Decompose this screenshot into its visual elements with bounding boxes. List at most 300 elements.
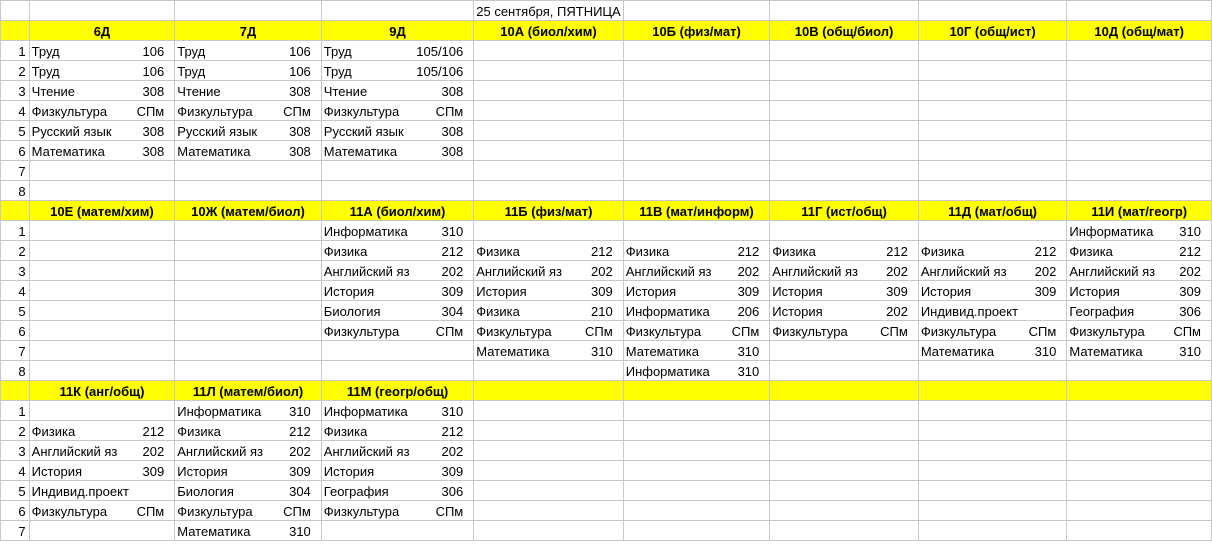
empty-cell[interactable] <box>623 1 770 21</box>
lesson-cell[interactable] <box>321 101 473 121</box>
empty-cell[interactable] <box>175 221 322 241</box>
empty-cell[interactable] <box>321 361 473 381</box>
lesson-cell[interactable] <box>321 121 473 141</box>
sheet-title-cell[interactable]: 25 сентября, ПЯТНИЦА <box>474 1 623 21</box>
empty-cell[interactable] <box>918 401 1067 421</box>
empty-cell[interactable] <box>918 461 1067 481</box>
lesson-cell[interactable] <box>1067 341 1212 361</box>
empty-cell[interactable] <box>918 61 1067 81</box>
empty-cell[interactable] <box>474 141 623 161</box>
empty-cell[interactable] <box>918 521 1067 541</box>
empty-cell[interactable] <box>29 341 175 361</box>
class-header-cell[interactable]: 11Л (матем/биол) <box>175 381 322 401</box>
empty-cell[interactable] <box>623 501 770 521</box>
lesson-subject: История <box>772 304 823 319</box>
empty-cell[interactable] <box>770 101 919 121</box>
lesson-entry <box>324 263 471 280</box>
lesson-entry <box>476 243 620 260</box>
lesson-cell[interactable] <box>623 281 770 301</box>
lesson-cell[interactable] <box>29 101 175 121</box>
empty-cell[interactable] <box>474 521 623 541</box>
empty-cell[interactable] <box>1067 141 1212 161</box>
lesson-cell[interactable] <box>29 441 175 461</box>
empty-cell[interactable] <box>770 81 919 101</box>
lesson-entry <box>177 523 319 540</box>
empty-cell[interactable] <box>1067 521 1212 541</box>
class-header-cell[interactable] <box>770 381 919 401</box>
class-header-cell[interactable]: 10Е (матем/хим) <box>29 201 175 221</box>
empty-cell[interactable] <box>474 121 623 141</box>
lesson-cell[interactable] <box>474 341 623 361</box>
lesson-number-cell[interactable]: 2 <box>1 241 30 261</box>
lesson-cell[interactable] <box>321 501 473 521</box>
empty-cell[interactable] <box>175 181 322 201</box>
lesson-entry <box>476 343 620 360</box>
empty-cell[interactable] <box>918 441 1067 461</box>
empty-cell[interactable] <box>474 181 623 201</box>
lesson-number-cell[interactable]: 4 <box>1 281 30 301</box>
empty-cell[interactable] <box>175 261 322 281</box>
title-row <box>1 1 1212 21</box>
empty-cell[interactable] <box>175 341 322 361</box>
empty-cell[interactable] <box>29 161 175 181</box>
empty-cell[interactable] <box>175 241 322 261</box>
lesson-number-cell[interactable]: 4 <box>1 101 30 121</box>
lesson-room: 308 <box>142 144 165 159</box>
empty-cell[interactable] <box>474 41 623 61</box>
lesson-subject: География <box>323 484 389 499</box>
empty-cell[interactable] <box>175 361 322 381</box>
empty-cell[interactable] <box>474 81 623 101</box>
lesson-room: СПм <box>731 324 760 339</box>
lesson-cell[interactable] <box>29 501 175 521</box>
empty-cell[interactable] <box>623 121 770 141</box>
lesson-cell[interactable] <box>29 41 175 61</box>
row-number-cell[interactable] <box>1 381 30 401</box>
lesson-cell[interactable] <box>175 401 322 421</box>
empty-cell[interactable] <box>29 241 175 261</box>
empty-cell[interactable] <box>1067 361 1212 381</box>
empty-cell[interactable] <box>770 361 919 381</box>
lesson-entry <box>921 263 1065 280</box>
empty-cell[interactable] <box>29 1 175 21</box>
lesson-cell[interactable] <box>321 61 473 81</box>
lesson-cell[interactable] <box>321 401 473 421</box>
empty-cell[interactable] <box>1067 421 1212 441</box>
empty-cell[interactable] <box>474 461 623 481</box>
lesson-number-cell[interactable]: 7 <box>1 161 30 181</box>
lesson-cell[interactable] <box>623 341 770 361</box>
empty-cell[interactable] <box>918 81 1067 101</box>
lesson-cell[interactable] <box>29 481 175 501</box>
class-header-cell[interactable]: 11И (мат/геогр) <box>1067 201 1212 221</box>
empty-cell[interactable] <box>474 481 623 501</box>
empty-cell[interactable] <box>770 221 919 241</box>
lesson-entry <box>324 283 471 300</box>
class-header-cell[interactable]: 10Г (общ/ист) <box>918 21 1067 41</box>
lesson-room: СПм <box>136 504 165 519</box>
lesson-cell[interactable] <box>29 121 175 141</box>
lesson-room: 310 <box>737 344 760 359</box>
lesson-cell[interactable] <box>29 141 175 161</box>
empty-cell[interactable] <box>321 521 473 541</box>
lesson-number-cell[interactable]: 5 <box>1 481 30 501</box>
empty-cell[interactable] <box>474 221 623 241</box>
lesson-entry <box>1069 303 1209 320</box>
empty-cell[interactable] <box>29 361 175 381</box>
empty-cell[interactable] <box>1067 121 1212 141</box>
class-header-cell[interactable]: 10Б (физ/мат) <box>623 21 770 41</box>
lesson-cell[interactable] <box>1067 301 1212 321</box>
lesson-cell[interactable] <box>474 301 623 321</box>
lesson-room: СПм <box>435 324 464 339</box>
lesson-cell[interactable] <box>623 361 770 381</box>
lesson-cell[interactable] <box>770 261 919 281</box>
row-number-cell[interactable] <box>1 21 30 41</box>
lesson-number-cell[interactable]: 8 <box>1 181 30 201</box>
class-header-cell[interactable]: 11В (мат/информ) <box>623 201 770 221</box>
empty-cell[interactable] <box>1 1 30 21</box>
lesson-room: 212 <box>441 424 464 439</box>
empty-cell[interactable] <box>474 361 623 381</box>
lesson-number-cell[interactable]: 1 <box>1 221 30 241</box>
lesson-cell[interactable] <box>623 321 770 341</box>
empty-cell[interactable] <box>770 61 919 81</box>
lesson-room: 309 <box>737 284 760 299</box>
empty-cell[interactable] <box>1067 501 1212 521</box>
lesson-cell[interactable] <box>770 301 919 321</box>
lesson-cell[interactable] <box>175 521 322 541</box>
empty-cell[interactable] <box>29 321 175 341</box>
lesson-cell[interactable] <box>29 421 175 441</box>
lesson-cell[interactable] <box>474 321 623 341</box>
lesson-number-cell[interactable]: 8 <box>1 361 30 381</box>
lesson-room: 310 <box>289 524 311 539</box>
lesson-cell[interactable] <box>29 81 175 101</box>
lesson-cell[interactable] <box>175 461 322 481</box>
lesson-entry <box>921 283 1065 300</box>
lesson-subject: Английский яз <box>772 264 859 279</box>
class-header-cell[interactable]: 10Ж (матем/биол) <box>175 201 322 221</box>
lesson-number-cell[interactable]: 7 <box>1 341 30 361</box>
lesson-room: СПм <box>1173 324 1201 339</box>
lesson-cell[interactable] <box>623 261 770 281</box>
empty-cell[interactable] <box>474 441 623 461</box>
lesson-subject: Чтение <box>177 84 221 99</box>
empty-cell[interactable] <box>623 221 770 241</box>
lesson-cell[interactable] <box>918 321 1067 341</box>
lesson-cell[interactable] <box>623 241 770 261</box>
lesson-subject: Физика <box>476 304 520 319</box>
empty-cell[interactable] <box>623 41 770 61</box>
lesson-cell[interactable] <box>918 341 1067 361</box>
empty-cell[interactable] <box>918 41 1067 61</box>
empty-cell[interactable] <box>770 121 919 141</box>
empty-cell[interactable] <box>623 81 770 101</box>
empty-cell[interactable] <box>918 481 1067 501</box>
lesson-row <box>1 361 1212 381</box>
empty-cell[interactable] <box>770 141 919 161</box>
lesson-subject: Физкультура <box>625 324 702 339</box>
empty-cell[interactable] <box>1067 481 1212 501</box>
empty-cell[interactable] <box>918 141 1067 161</box>
empty-cell[interactable] <box>918 421 1067 441</box>
lesson-entry <box>626 363 768 380</box>
lesson-cell[interactable] <box>321 81 473 101</box>
empty-cell[interactable] <box>321 181 473 201</box>
lesson-cell[interactable] <box>321 221 473 241</box>
empty-cell[interactable] <box>321 1 473 21</box>
lesson-cell[interactable] <box>474 261 623 281</box>
lesson-cell[interactable] <box>175 141 322 161</box>
lesson-cell[interactable] <box>321 261 473 281</box>
lesson-cell[interactable] <box>321 41 473 61</box>
empty-cell[interactable] <box>623 421 770 441</box>
lesson-room: 202 <box>142 444 165 459</box>
empty-cell[interactable] <box>175 161 322 181</box>
lesson-number-cell[interactable]: 1 <box>1 41 30 61</box>
lesson-entry <box>32 123 173 140</box>
empty-cell[interactable] <box>770 521 919 541</box>
empty-cell[interactable] <box>29 301 175 321</box>
empty-cell[interactable] <box>1067 41 1212 61</box>
empty-cell[interactable] <box>918 221 1067 241</box>
lesson-entry <box>1069 223 1209 240</box>
lesson-number-cell[interactable]: 7 <box>1 521 30 541</box>
lesson-subject: Физика <box>323 244 368 259</box>
lesson-room: 308 <box>441 124 464 139</box>
empty-cell[interactable] <box>1067 101 1212 121</box>
lesson-number-cell[interactable]: 6 <box>1 501 30 521</box>
lesson-number-cell[interactable]: 6 <box>1 141 30 161</box>
class-header-cell[interactable] <box>623 381 770 401</box>
lesson-cell[interactable] <box>770 321 919 341</box>
lesson-cell[interactable] <box>175 41 322 61</box>
lesson-cell[interactable] <box>321 421 473 441</box>
lesson-room: 309 <box>886 284 908 299</box>
class-header-cell[interactable]: 11М (геогр/общ) <box>321 381 473 401</box>
empty-cell[interactable] <box>770 161 919 181</box>
lesson-subject: Физика <box>476 244 520 259</box>
empty-cell[interactable] <box>918 501 1067 521</box>
row-number-cell[interactable] <box>1 201 30 221</box>
class-header-cell[interactable]: 11А (биол/хим) <box>321 201 473 221</box>
lesson-cell[interactable] <box>1067 221 1212 241</box>
lesson-entry <box>921 243 1065 260</box>
class-header-cell[interactable]: 6Д <box>29 21 175 41</box>
class-header-cell[interactable]: 10В (общ/биол) <box>770 21 919 41</box>
lesson-cell[interactable] <box>474 281 623 301</box>
lesson-cell[interactable] <box>321 241 473 261</box>
empty-cell[interactable] <box>770 181 919 201</box>
empty-cell[interactable] <box>175 301 322 321</box>
lesson-cell[interactable] <box>175 501 322 521</box>
lesson-number-cell[interactable]: 4 <box>1 461 30 481</box>
lesson-cell[interactable] <box>321 321 473 341</box>
class-header-cell[interactable]: 11К (анг/общ) <box>29 381 175 401</box>
empty-cell[interactable] <box>474 421 623 441</box>
lesson-room: 210 <box>591 304 613 319</box>
lesson-entry <box>626 283 768 300</box>
empty-cell[interactable] <box>321 161 473 181</box>
lesson-entry <box>626 263 768 280</box>
empty-cell[interactable] <box>1067 161 1212 181</box>
empty-cell[interactable] <box>918 101 1067 121</box>
lesson-cell[interactable] <box>321 481 473 501</box>
empty-cell[interactable] <box>770 401 919 421</box>
empty-cell[interactable] <box>918 1 1067 21</box>
lesson-cell[interactable] <box>321 281 473 301</box>
class-header-cell[interactable]: 11Г (ист/общ) <box>770 201 919 221</box>
lesson-cell[interactable] <box>321 441 473 461</box>
empty-cell[interactable] <box>623 61 770 81</box>
lesson-cell[interactable] <box>918 281 1067 301</box>
lesson-room: 202 <box>1034 264 1057 279</box>
empty-cell[interactable] <box>175 1 322 21</box>
empty-cell[interactable] <box>770 441 919 461</box>
lesson-subject: Английский яз <box>323 264 410 279</box>
empty-cell[interactable] <box>623 441 770 461</box>
empty-cell[interactable] <box>1067 461 1212 481</box>
empty-cell[interactable] <box>474 501 623 521</box>
lesson-cell[interactable] <box>175 421 322 441</box>
empty-cell[interactable] <box>29 281 175 301</box>
empty-cell[interactable] <box>1067 181 1212 201</box>
lesson-number-cell[interactable]: 1 <box>1 401 30 421</box>
lesson-cell[interactable] <box>918 301 1067 321</box>
lesson-cell[interactable] <box>1067 261 1212 281</box>
empty-cell[interactable] <box>29 401 175 421</box>
class-header-cell[interactable]: 9Д <box>321 21 473 41</box>
lesson-subject: Английский яз <box>625 264 712 279</box>
lesson-cell[interactable] <box>918 261 1067 281</box>
lesson-number-cell[interactable]: 3 <box>1 81 30 101</box>
empty-cell[interactable] <box>623 481 770 501</box>
empty-cell[interactable] <box>321 341 473 361</box>
empty-cell[interactable] <box>1067 61 1212 81</box>
empty-cell[interactable] <box>623 101 770 121</box>
lesson-cell[interactable] <box>1067 321 1212 341</box>
lesson-cell[interactable] <box>29 61 175 81</box>
empty-cell[interactable] <box>623 401 770 421</box>
lesson-cell[interactable] <box>175 121 322 141</box>
lesson-subject: Физкультура <box>1069 324 1145 339</box>
lesson-entry <box>324 303 471 320</box>
empty-cell[interactable] <box>770 461 919 481</box>
empty-cell[interactable] <box>474 401 623 421</box>
lesson-number-cell[interactable]: 2 <box>1 61 30 81</box>
empty-cell[interactable] <box>918 361 1067 381</box>
lesson-room: 310 <box>289 404 311 419</box>
empty-cell[interactable] <box>918 181 1067 201</box>
empty-cell[interactable] <box>474 61 623 81</box>
empty-cell[interactable] <box>770 41 919 61</box>
empty-cell[interactable] <box>175 281 322 301</box>
lesson-subject: Труд <box>177 44 206 59</box>
lesson-entry <box>177 43 319 60</box>
empty-cell[interactable] <box>623 521 770 541</box>
lesson-cell[interactable] <box>321 461 473 481</box>
empty-cell[interactable] <box>29 521 175 541</box>
empty-cell[interactable] <box>918 161 1067 181</box>
empty-cell[interactable] <box>474 161 623 181</box>
class-header-cell[interactable]: 10А (биол/хим) <box>474 21 623 41</box>
empty-cell[interactable] <box>29 221 175 241</box>
empty-cell[interactable] <box>474 101 623 121</box>
lesson-cell[interactable] <box>175 481 322 501</box>
lesson-number-cell[interactable]: 3 <box>1 261 30 281</box>
empty-cell[interactable] <box>623 461 770 481</box>
empty-cell[interactable] <box>770 501 919 521</box>
empty-cell[interactable] <box>29 261 175 281</box>
class-header-cell[interactable] <box>1067 381 1212 401</box>
lesson-cell[interactable] <box>1067 241 1212 261</box>
lesson-cell[interactable] <box>474 241 623 261</box>
lesson-cell[interactable] <box>918 241 1067 261</box>
lesson-cell[interactable] <box>770 241 919 261</box>
lesson-number-cell[interactable]: 3 <box>1 441 30 461</box>
empty-cell[interactable] <box>623 141 770 161</box>
lesson-cell[interactable] <box>770 281 919 301</box>
class-header-cell[interactable]: 10Д (общ/мат) <box>1067 21 1212 41</box>
lesson-cell[interactable] <box>623 301 770 321</box>
empty-cell[interactable] <box>1067 1 1212 21</box>
empty-cell[interactable] <box>29 181 175 201</box>
lesson-cell[interactable] <box>175 81 322 101</box>
class-header-cell[interactable]: 11Д (мат/общ) <box>918 201 1067 221</box>
lesson-number-cell[interactable]: 5 <box>1 301 30 321</box>
lesson-cell[interactable] <box>1067 281 1212 301</box>
lesson-subject: Русский язык <box>31 124 112 139</box>
lesson-cell[interactable] <box>321 301 473 321</box>
empty-cell[interactable] <box>623 181 770 201</box>
empty-cell[interactable] <box>623 161 770 181</box>
lesson-room: 308 <box>441 84 464 99</box>
class-header-cell[interactable] <box>474 381 623 401</box>
empty-cell[interactable] <box>1067 441 1212 461</box>
lesson-cell[interactable] <box>175 61 322 81</box>
lesson-room: 202 <box>886 264 908 279</box>
empty-cell[interactable] <box>1067 401 1212 421</box>
lesson-cell[interactable] <box>29 461 175 481</box>
class-header-cell[interactable]: 11Б (физ/мат) <box>474 201 623 221</box>
empty-cell[interactable] <box>770 421 919 441</box>
empty-cell[interactable] <box>770 481 919 501</box>
lesson-cell[interactable] <box>321 141 473 161</box>
lesson-cell[interactable] <box>175 441 322 461</box>
empty-cell[interactable] <box>918 121 1067 141</box>
lesson-number-cell[interactable]: 6 <box>1 321 30 341</box>
empty-cell[interactable] <box>770 1 919 21</box>
lesson-subject: Английский яз <box>177 444 263 459</box>
lesson-entry <box>921 303 1065 320</box>
lesson-row <box>1 261 1212 281</box>
lesson-subject: Математика <box>625 344 699 359</box>
lesson-cell[interactable] <box>175 101 322 121</box>
lesson-number-cell[interactable]: 5 <box>1 121 30 141</box>
lesson-row <box>1 121 1212 141</box>
empty-cell[interactable] <box>1067 81 1212 101</box>
class-header-cell[interactable] <box>918 381 1067 401</box>
lesson-room: 310 <box>1179 344 1201 359</box>
empty-cell[interactable] <box>175 321 322 341</box>
class-header-cell[interactable]: 7Д <box>175 21 322 41</box>
lesson-subject: Информатика <box>625 304 710 319</box>
lesson-subject: История <box>625 284 677 299</box>
lesson-subject: Информатика <box>177 404 262 419</box>
lesson-number-cell[interactable]: 2 <box>1 421 30 441</box>
empty-cell[interactable] <box>770 341 919 361</box>
